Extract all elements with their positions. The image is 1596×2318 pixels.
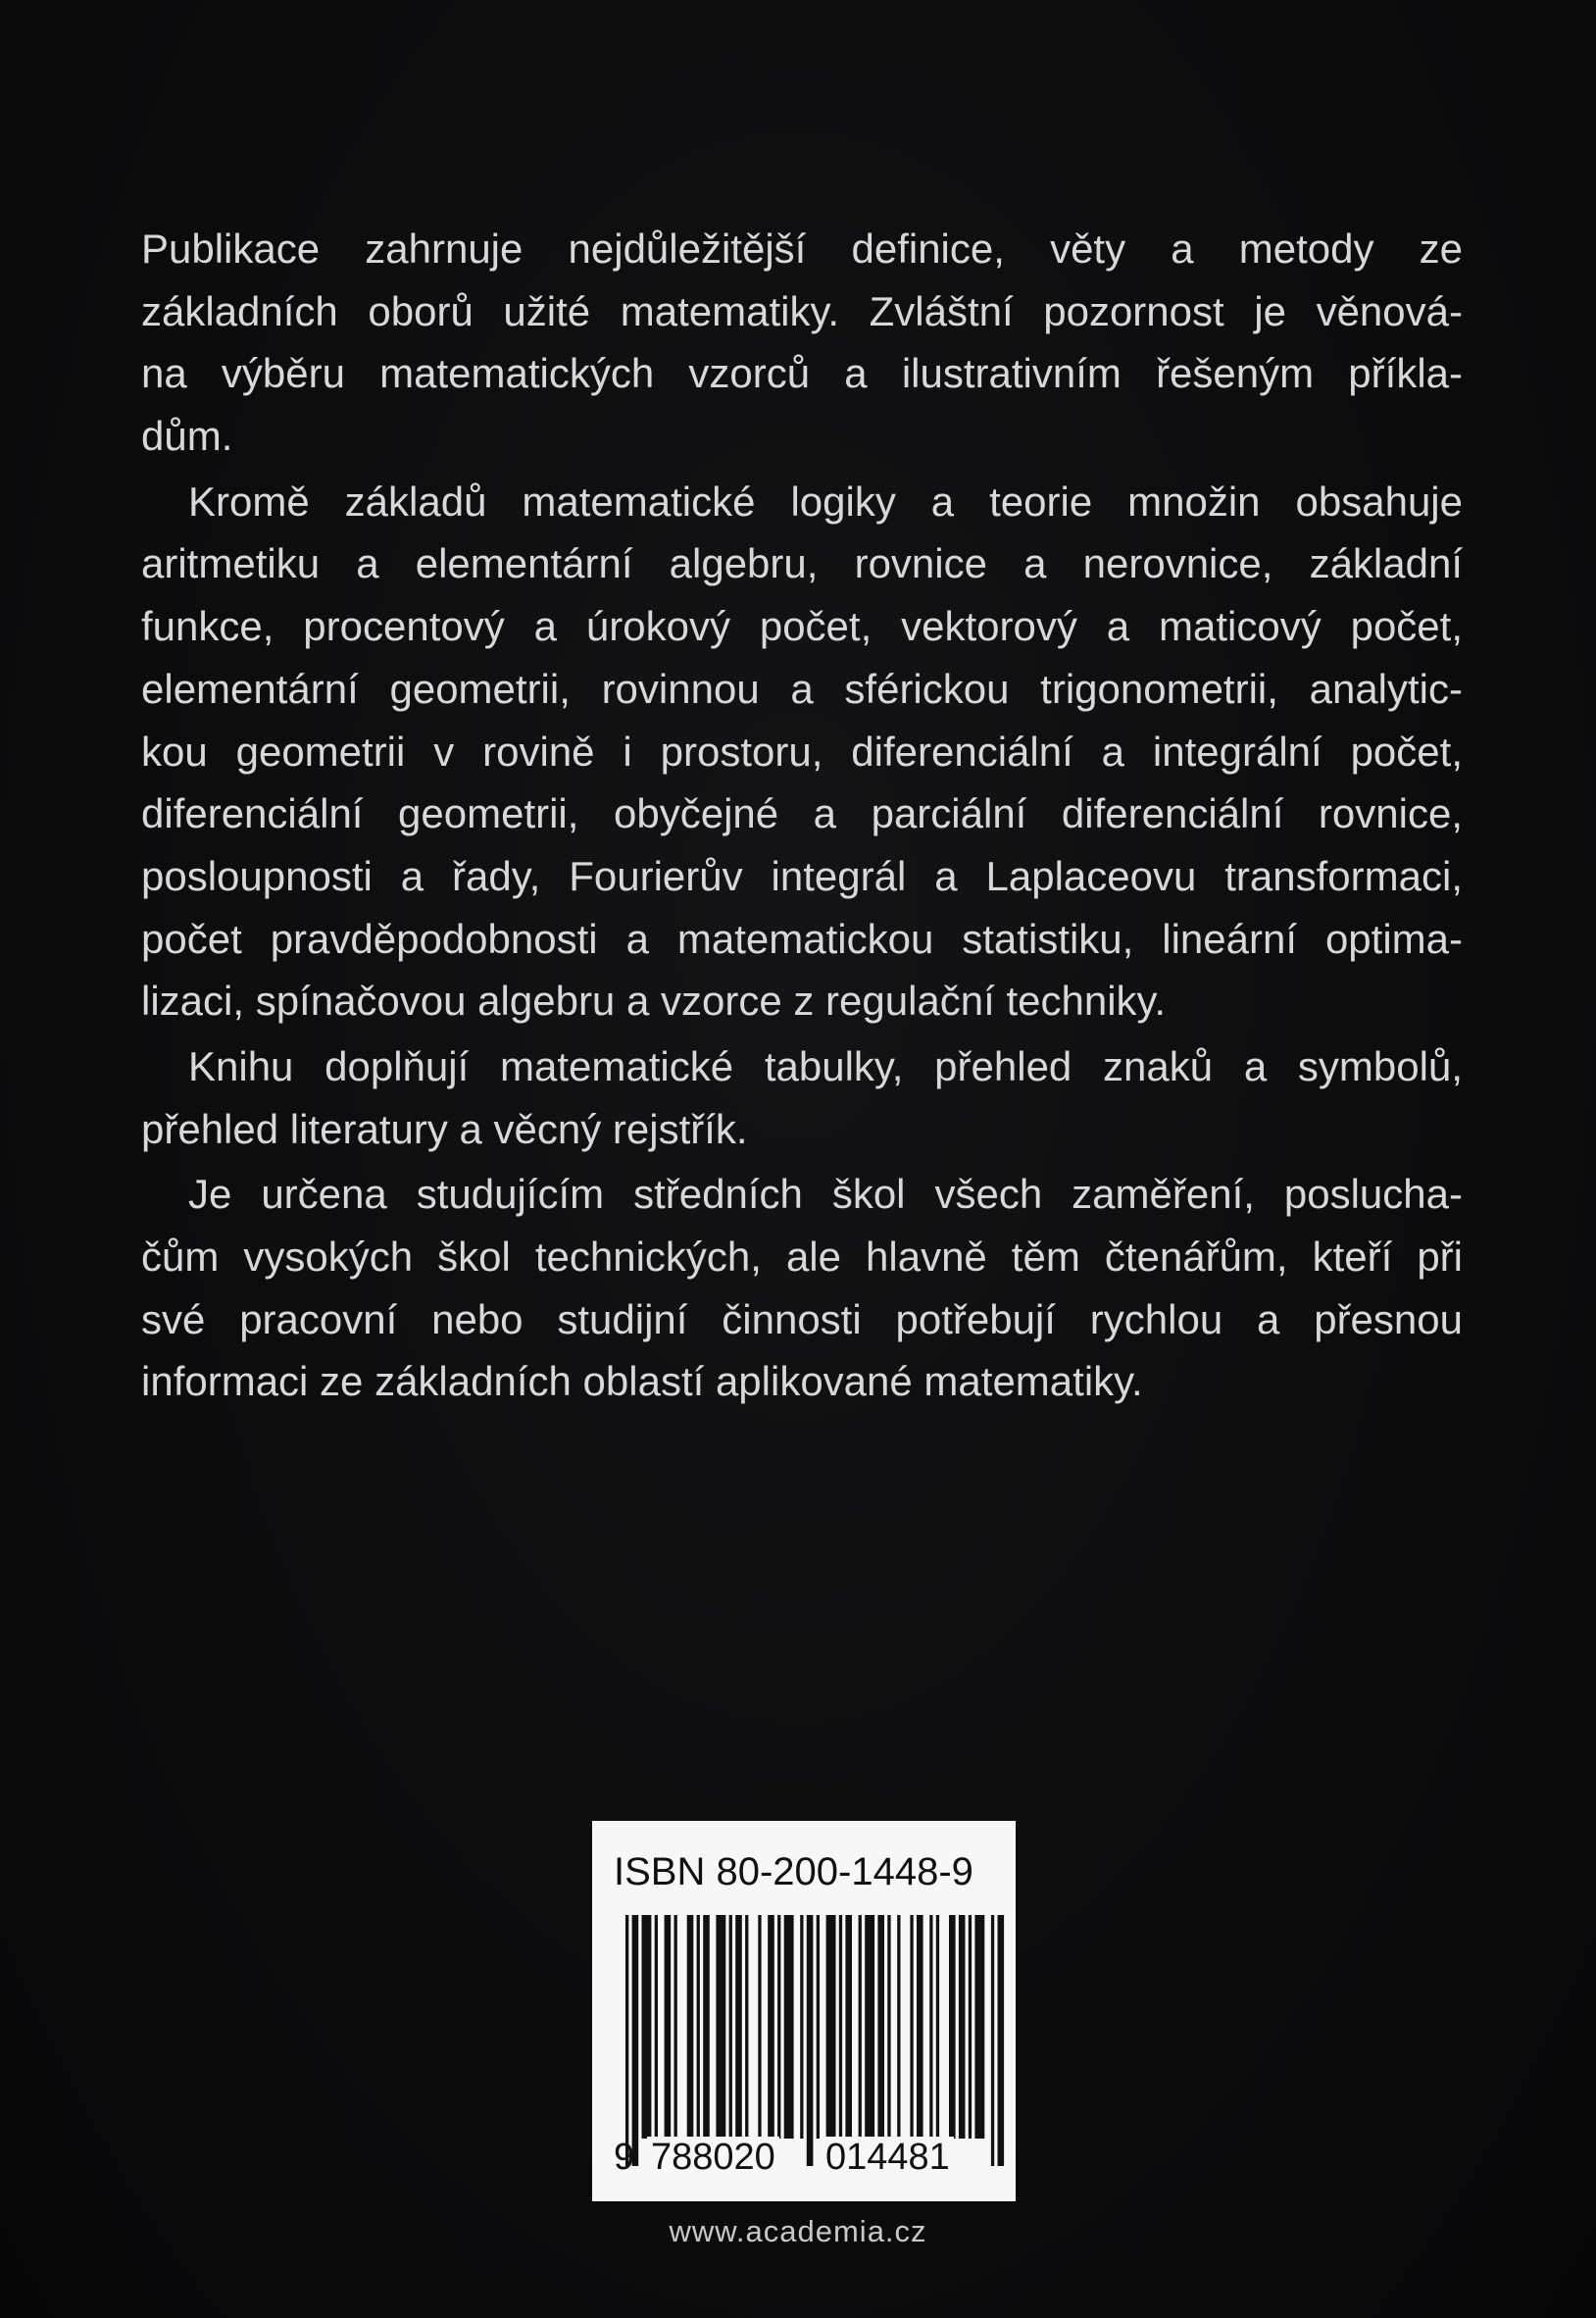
barcode-bar	[949, 1915, 956, 2139]
barcode-digit-group-right: 014481	[822, 2137, 954, 2179]
barcode-bar	[632, 1915, 639, 2166]
barcode-bar	[817, 1915, 820, 2139]
barcode-bar	[758, 1915, 761, 2139]
barcode-bar	[642, 1915, 652, 2139]
barcode-bar	[865, 1915, 874, 2139]
barcode-bar	[674, 1915, 677, 2139]
barcode-bar	[665, 1915, 672, 2139]
barcode-bar	[729, 1915, 732, 2139]
barcode-bar	[697, 1915, 700, 2139]
text-line: čům vysokých škol technických, ale hlavně těm čtenářům, kteří při	[141, 1234, 1463, 1280]
barcode-bar	[687, 1915, 694, 2139]
barcode-bar	[959, 1915, 966, 2139]
barcode-bar	[859, 1915, 862, 2139]
text-line: své pracovní nebo studijní činnosti potřebují rychlou a přesnou	[141, 1295, 1463, 1342]
barcode-bar	[745, 1915, 748, 2139]
isbn-label: ISBN 80-200-1448-9	[614, 1850, 973, 1893]
barcode-icon	[614, 1915, 1006, 2166]
text-line: funkce, procentový a úrokový počet, vektorový a maticový počet,	[141, 603, 1463, 650]
barcode-bar	[877, 1915, 884, 2139]
text-line: aritmetiku a elementární algebru, rovnice a nerovnice, základní	[141, 540, 1463, 587]
barcode-bar	[784, 1915, 794, 2139]
barcode-bar	[887, 1915, 890, 2139]
barcode-bar	[991, 1915, 994, 2166]
text-line: lizaci, spínačovou algebru a vzorce z regulační techniky.	[141, 978, 1167, 1025]
barcode-bar	[936, 1915, 939, 2139]
text-line: diferenciální geometrii, obyčejné a parciální diferenciální rovnice,	[141, 790, 1463, 837]
text-line: informaci ze základních oblastí aplikované matematiky.	[141, 1358, 1143, 1405]
text-line: na výběru matematických vzorců a ilustrativním řešeným příkla-	[141, 350, 1463, 397]
text-line: počet pravděpodobnosti a matematickou statistiku, lineární optima-	[141, 915, 1463, 962]
barcode-bar	[800, 1915, 803, 2139]
isbn-barcode-box	[592, 1821, 1016, 2201]
publisher-website: www.academia.cz	[669, 2214, 927, 2248]
barcode-bar	[807, 1915, 814, 2166]
barcode-digits	[614, 2137, 1010, 2184]
text-line: dům.	[141, 413, 233, 460]
text-line: základních oborů užité matematiky. Zvláštní pozornost je věnová-	[141, 287, 1463, 334]
text-line: přehled literatury a věcný rejstřík.	[141, 1105, 748, 1152]
barcode-bar	[839, 1915, 842, 2139]
text-line: kou geometrii v rovině i prostoru, diferenciální a integrální počet,	[141, 728, 1463, 775]
barcode-bar	[910, 1915, 913, 2139]
barcode-bar	[917, 1915, 923, 2139]
text-line: Kromě základů matematické logiky a teorie množin obsahuje	[188, 478, 1463, 525]
barcode-bar	[703, 1915, 710, 2139]
text-line: elementární geometrii, rovinnou a sférickou trigonometrii, analytic-	[141, 665, 1463, 712]
text-line: posloupnosti a řady, Fourierův integrál a Laplaceovu transformaci,	[141, 852, 1463, 899]
barcode-bar	[655, 1915, 658, 2139]
barcode-digit-group-left: 788020	[647, 2137, 779, 2179]
barcode-bar	[735, 1915, 742, 2139]
barcode-bar	[998, 1915, 1005, 2166]
text-line: Je určena studujícím středních škol všech zaměření, posluchа-	[188, 1171, 1463, 1218]
barcode-bar	[625, 1915, 628, 2166]
barcode-bar	[897, 1915, 900, 2139]
barcode-bar	[768, 1915, 774, 2139]
barcode-digit-lead: 9	[614, 2137, 635, 2178]
text-line: Publikace zahrnuje nejdůležitější definice, věty a metody ze	[141, 226, 1463, 272]
text-line: Knihu doplňují matematické tabulky, přehled znaků a symbolů,	[188, 1042, 1463, 1089]
barcode-bar	[929, 1915, 932, 2139]
description-text	[141, 218, 1463, 1413]
barcode-bar	[777, 1915, 780, 2139]
barcode-bar	[969, 1915, 972, 2139]
barcode-bar	[845, 1915, 852, 2139]
barcode-bar	[716, 1915, 725, 2139]
barcode-bar	[826, 1915, 836, 2139]
barcode-bar	[974, 1915, 984, 2139]
